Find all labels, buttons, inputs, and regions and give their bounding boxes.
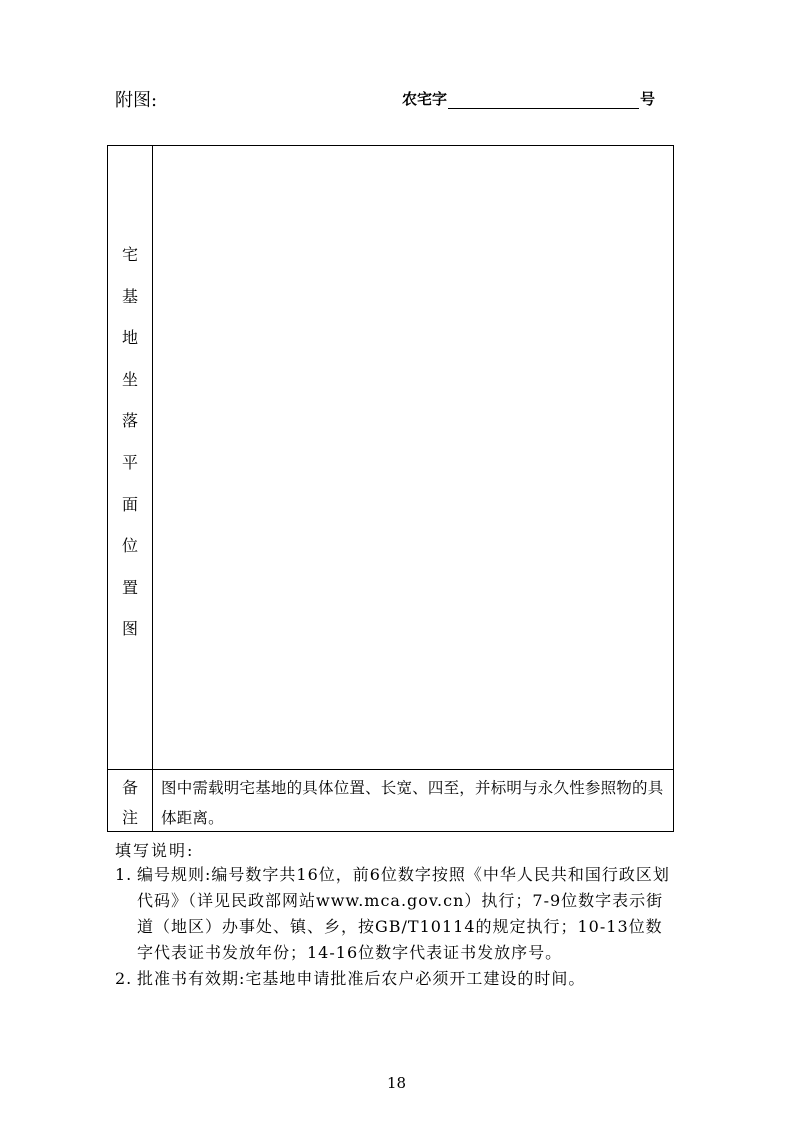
row-divider bbox=[108, 769, 673, 770]
side-label-char: 图 bbox=[121, 619, 138, 639]
instructions-title: 填写说明: bbox=[115, 841, 195, 860]
side-label-char: 面 bbox=[121, 494, 138, 514]
instruction-item bbox=[115, 862, 675, 966]
remarks-text: 图中需载明宅基地的具体位置、长宽、四至，并标明与永久性参照物的具体距离。 bbox=[161, 779, 664, 827]
side-label-char: 宅 bbox=[121, 245, 138, 264]
site-plan-table bbox=[107, 145, 674, 832]
side-label-char: 坐 bbox=[121, 369, 138, 389]
instruction-number: 2. bbox=[115, 969, 133, 988]
side-label-char: 位 bbox=[121, 536, 138, 556]
site-plan-side-label bbox=[108, 234, 152, 650]
appendix-label: 附图: bbox=[115, 90, 158, 111]
instruction-text: 批准书有效期:宅基地申请批准后农户必须开工建设的时间。 bbox=[137, 969, 586, 988]
remarks-label-char: 备 bbox=[121, 778, 138, 797]
number-prefix: 农宅字 bbox=[402, 90, 448, 108]
side-label-char: 落 bbox=[121, 411, 138, 431]
remarks-label bbox=[108, 769, 152, 833]
site-plan-drawing-area[interactable] bbox=[153, 146, 673, 769]
number-suffix: 号 bbox=[640, 90, 656, 108]
number-blank-line[interactable] bbox=[448, 90, 639, 109]
side-label-char: 地 bbox=[121, 328, 138, 348]
page-number: 18 bbox=[386, 1074, 407, 1092]
side-label-char: 平 bbox=[121, 452, 138, 472]
remarks-label-char: 注 bbox=[121, 808, 138, 827]
side-label-char: 置 bbox=[121, 577, 138, 597]
instruction-number: 1. bbox=[115, 865, 133, 884]
instruction-item bbox=[115, 966, 675, 992]
document-number-field bbox=[402, 88, 655, 109]
instructions-list bbox=[115, 862, 675, 992]
side-label-char: 基 bbox=[121, 286, 138, 306]
instruction-text: 编号规则:编号数字共16位，前6位数字按照《中华人民共和国行政区划代码》（详见民政部网站www.mca.gov.cn）执行；7-9位数字表示街道（地区）办事处、镇、乡，按GB/T10114的规定执行；10-13位数字代表证书发放年份；14-16位数字代表证书发放序号。 bbox=[137, 865, 670, 962]
